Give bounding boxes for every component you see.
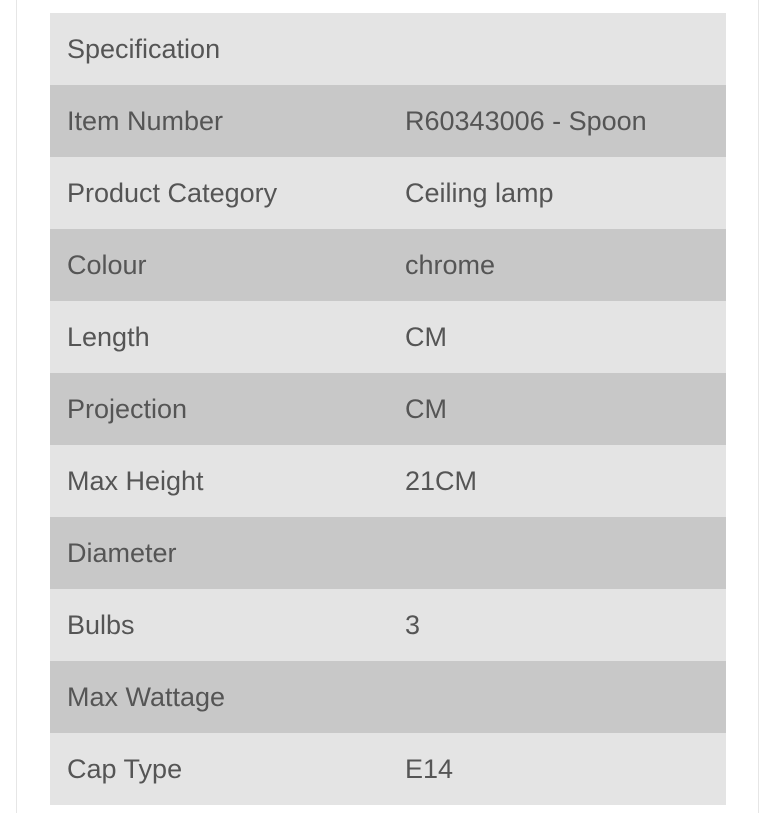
table-row bbox=[50, 661, 726, 733]
table-row bbox=[50, 85, 726, 157]
specification-heading: Specification bbox=[50, 13, 726, 85]
row-value: CM bbox=[388, 301, 726, 373]
row-label: Cap Type bbox=[50, 733, 388, 805]
row-label: Product Category bbox=[50, 157, 388, 229]
row-label: Length bbox=[50, 301, 388, 373]
table-row bbox=[50, 733, 726, 805]
row-value: E14 bbox=[388, 733, 726, 805]
table-header-row bbox=[50, 13, 726, 85]
row-value bbox=[388, 517, 726, 589]
table-row bbox=[50, 445, 726, 517]
table-row bbox=[50, 589, 726, 661]
table-row bbox=[50, 301, 726, 373]
table-row bbox=[50, 157, 726, 229]
row-value: chrome bbox=[388, 229, 726, 301]
table-row bbox=[50, 229, 726, 301]
row-value: 21CM bbox=[388, 445, 726, 517]
row-value: 3 bbox=[388, 589, 726, 661]
table-row bbox=[50, 373, 726, 445]
row-value: CM bbox=[388, 373, 726, 445]
row-label: Bulbs bbox=[50, 589, 388, 661]
specification-table bbox=[50, 13, 726, 805]
table-row bbox=[50, 517, 726, 589]
row-label: Projection bbox=[50, 373, 388, 445]
row-label: Diameter bbox=[50, 517, 388, 589]
row-label: Colour bbox=[50, 229, 388, 301]
row-label: Max Height bbox=[50, 445, 388, 517]
row-value: R60343006 - Spoon bbox=[388, 85, 726, 157]
row-label: Max Wattage bbox=[50, 661, 388, 733]
row-value: Ceiling lamp bbox=[388, 157, 726, 229]
row-value bbox=[388, 661, 726, 733]
row-label: Item Number bbox=[50, 85, 388, 157]
